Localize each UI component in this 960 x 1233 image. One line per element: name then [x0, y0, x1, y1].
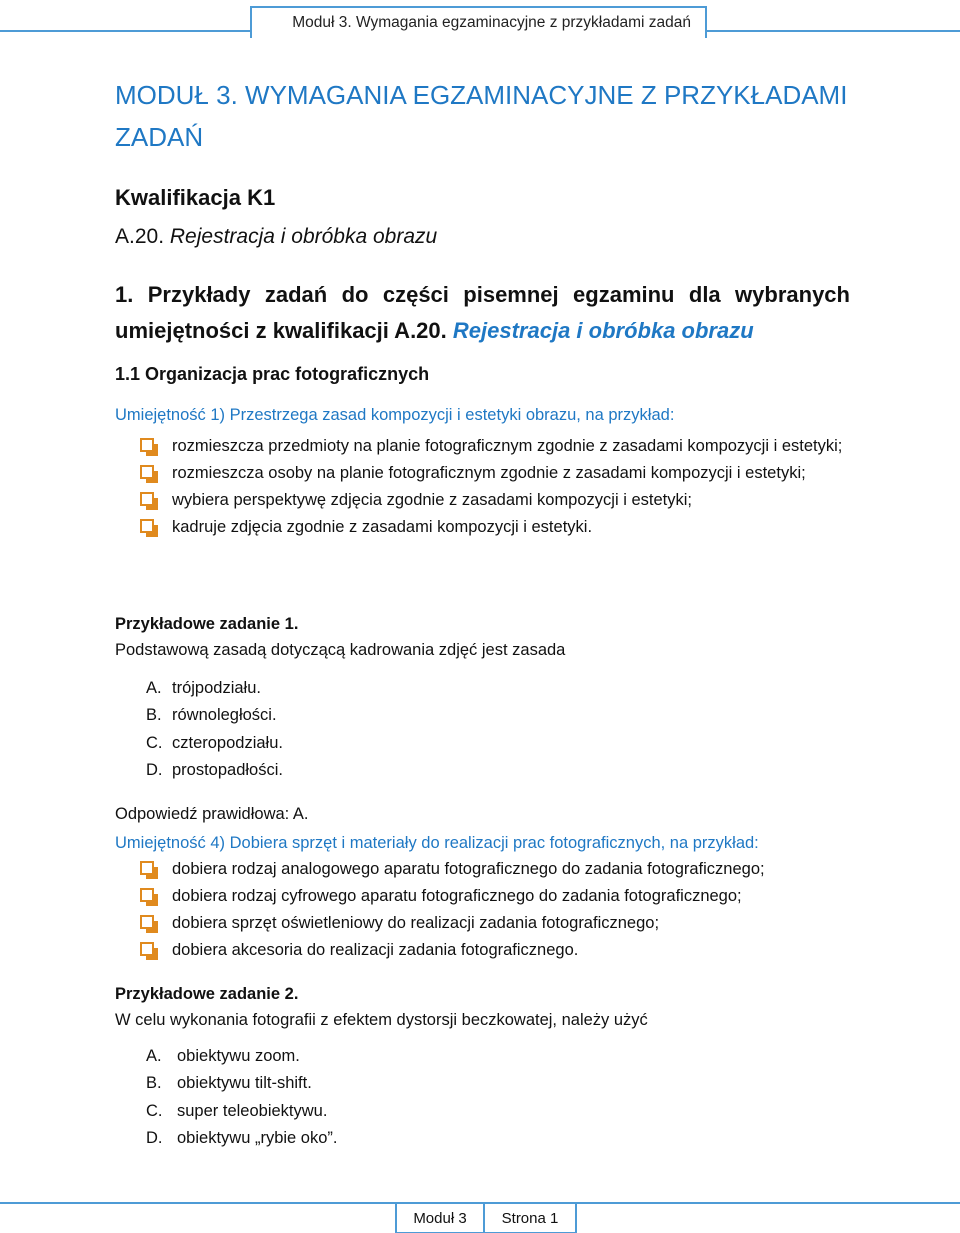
- option-c: [146, 730, 283, 757]
- list-item-text: rozmieszcza osoby na planie fotograficznym zgodnie z zasadami kompozycji i estetyki;: [172, 464, 806, 482]
- qualification-code: A.20.: [115, 225, 165, 248]
- footer-module: Moduł 3: [395, 1202, 485, 1233]
- list-item: [140, 514, 850, 541]
- task-1-question: Podstawową zasadą dotyczącą kadrowania zdjęć jest zasada: [115, 641, 566, 659]
- list-item-text: kadruje zdjęcia zgodnie z zasadami kompozycji i estetyki.: [172, 518, 593, 536]
- checkbox-bullet-icon: [140, 942, 154, 956]
- qualification-heading: Kwalifikacja K1: [115, 185, 276, 210]
- list-item: [140, 910, 850, 937]
- list-item-text: rozmieszcza przedmioty na planie fotograficznym zgodnie z zasadami kompozycji i estetyki;: [172, 437, 843, 455]
- task-2-options: [146, 1043, 337, 1152]
- option-a: [146, 675, 283, 702]
- option-b: [146, 702, 283, 729]
- footer-page-number: Strona 1: [483, 1202, 577, 1233]
- list-item-text: dobiera rodzaj analogowego aparatu fotograficznego do zadania fotograficznego;: [172, 860, 765, 878]
- checkbox-bullet-icon: [140, 465, 154, 479]
- skill-1-title: Umiejętność 1) Przestrzega zasad kompozycji i estetyki obrazu, na przykład:: [115, 406, 675, 424]
- skill-4-list: [140, 856, 850, 964]
- section-1-1-heading: 1.1 Organizacja prac fotograficznych: [115, 364, 430, 384]
- skill-4-title: Umiejętność 4) Dobiera sprzęt i materiały do realizacji prac fotograficznych, na przykład:: [115, 834, 759, 852]
- list-item: [140, 487, 850, 514]
- list-item: [140, 883, 850, 910]
- running-header: Moduł 3. Wymagania egzaminacyjne z przykładami zadań: [250, 6, 707, 38]
- list-item-text: dobiera akcesoria do realizacji zadania fotograficznego.: [172, 941, 579, 959]
- option-text: obiektywu „rybie oko”.: [177, 1128, 338, 1147]
- module-title: MODUŁ 3. WYMAGANIA EGZAMINACYJNE Z PRZYKŁADAMI ZADAŃ: [115, 80, 848, 152]
- list-item-text: dobiera rodzaj cyfrowego aparatu fotograficznego do zadania fotograficznego;: [172, 887, 742, 905]
- option-letter: D.: [146, 1128, 163, 1147]
- list-item: [140, 433, 850, 460]
- option-letter: C.: [146, 1101, 163, 1120]
- option-text: super teleobiektywu.: [177, 1101, 328, 1120]
- option-text: równoległości.: [172, 706, 277, 725]
- task-1-label: Przykładowe zadanie 1.: [115, 615, 299, 633]
- checkbox-bullet-icon: [140, 492, 154, 506]
- checkbox-bullet-icon: [140, 438, 154, 452]
- skill-1-list: [140, 433, 850, 541]
- section-1-heading: [115, 277, 850, 349]
- option-b: [146, 1070, 337, 1097]
- list-item: [140, 856, 850, 883]
- option-d: [146, 757, 283, 784]
- checkbox-bullet-icon: [140, 519, 154, 533]
- option-text: czteropodziału.: [172, 733, 283, 752]
- section-1-text: 1. Przykłady zadań do części pisemnej egzaminu dla wybranych umiejętności z kwalifikacji A.20.: [115, 282, 850, 343]
- option-d: [146, 1125, 337, 1152]
- option-letter: B.: [146, 1074, 162, 1093]
- option-text: obiektywu tilt-shift.: [177, 1074, 312, 1093]
- checkbox-bullet-icon: [140, 888, 154, 902]
- list-item-text: dobiera sprzęt oświetleniowy do realizacji zadania fotograficznego;: [172, 914, 660, 932]
- list-item: [140, 460, 850, 487]
- option-letter: D.: [146, 760, 163, 779]
- option-text: prostopadłości.: [172, 760, 283, 779]
- list-item-text: wybiera perspektywę zdjęcia zgodnie z zasadami kompozycji i estetyki;: [172, 491, 692, 509]
- option-text: trójpodziału.: [172, 679, 261, 697]
- option-c: [146, 1098, 337, 1125]
- task-1-answer: Odpowiedź prawidłowa: A.: [115, 805, 309, 823]
- option-letter: A.: [146, 679, 162, 697]
- option-letter: A.: [146, 1047, 162, 1065]
- option-a: [146, 1043, 337, 1070]
- qualification-name: [115, 225, 437, 249]
- list-item: [140, 937, 850, 964]
- task-1-options: [146, 675, 283, 784]
- task-2-label: Przykładowe zadanie 2.: [115, 985, 299, 1003]
- option-text: obiektywu zoom.: [177, 1047, 300, 1065]
- section-1-italic: Rejestracja i obróbka obrazu: [452, 318, 754, 343]
- option-letter: B.: [146, 706, 162, 725]
- checkbox-bullet-icon: [140, 915, 154, 929]
- qualification-title: Rejestracja i obróbka obrazu: [169, 225, 438, 248]
- checkbox-bullet-icon: [140, 861, 154, 875]
- option-letter: C.: [146, 733, 163, 752]
- task-2-question: W celu wykonania fotografii z efektem dystorsji beczkowatej, należy użyć: [115, 1011, 648, 1029]
